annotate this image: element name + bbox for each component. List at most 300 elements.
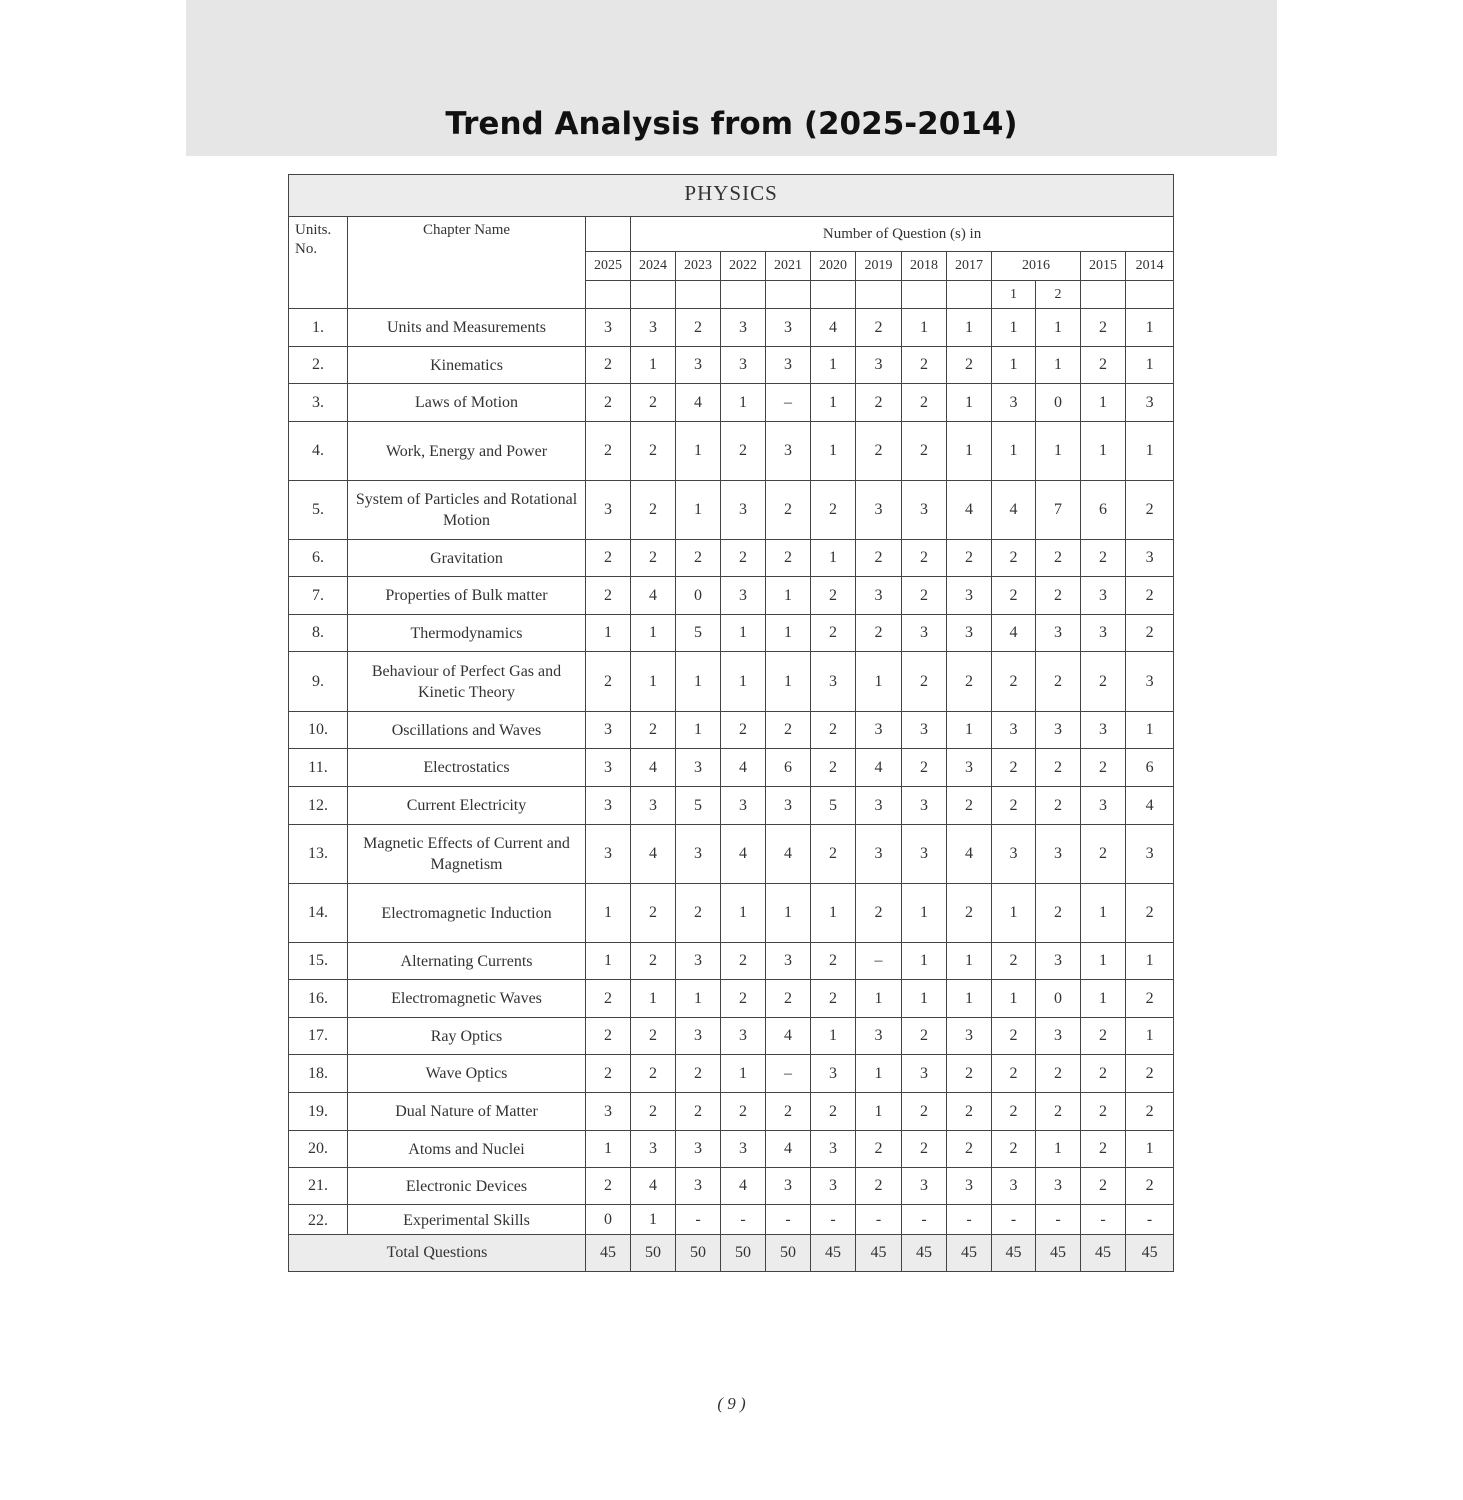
question-count: 1 [902, 980, 947, 1018]
question-count: 1 [721, 652, 766, 712]
unit-number: 8. [289, 615, 348, 652]
question-count: - [1081, 1205, 1126, 1235]
question-count: 2 [766, 712, 811, 749]
question-count: 1 [721, 384, 766, 422]
question-count: 3 [1081, 615, 1126, 652]
total-count: 45 [811, 1235, 856, 1272]
chapter-name: Experimental Skills [348, 1205, 586, 1235]
question-count: 2 [631, 481, 676, 540]
question-count: 1 [721, 1055, 766, 1093]
blank-header-cell [586, 281, 631, 309]
question-count: 2 [1036, 540, 1081, 577]
blank-header-cell [902, 281, 947, 309]
question-count: 2 [811, 943, 856, 980]
paper-2-header: 2 [1036, 281, 1081, 309]
total-count: 45 [1036, 1235, 1081, 1272]
question-count: 3 [1036, 712, 1081, 749]
question-count: 0 [676, 577, 721, 615]
blank-header-cell [676, 281, 721, 309]
question-count: 4 [856, 749, 902, 787]
blank-header-cell [811, 281, 856, 309]
table-row [289, 1168, 1174, 1205]
trend-table [288, 174, 1174, 1272]
question-count: 4 [631, 749, 676, 787]
year-header: 2021 [766, 252, 811, 281]
question-count: 3 [631, 787, 676, 825]
question-count: 2 [1036, 1093, 1081, 1131]
question-count: 3 [631, 309, 676, 347]
question-count: 1 [947, 943, 992, 980]
question-count: 3 [721, 309, 766, 347]
question-count: 1 [1036, 1131, 1081, 1168]
question-count: 3 [721, 1018, 766, 1055]
question-count: 0 [1036, 980, 1081, 1018]
chapter-name: System of Particles and Rotational Motion [348, 481, 586, 540]
question-count: 2 [676, 540, 721, 577]
question-count: 3 [856, 347, 902, 384]
chapter-name: Electromagnetic Induction [348, 884, 586, 943]
table-row [289, 943, 1174, 980]
question-count: 4 [1126, 787, 1174, 825]
chapter-name: Kinematics [348, 347, 586, 384]
question-count: 2 [1081, 1093, 1126, 1131]
question-count: 3 [856, 1018, 902, 1055]
question-count: 2 [902, 1093, 947, 1131]
unit-number: 5. [289, 481, 348, 540]
table-row [289, 422, 1174, 481]
question-count: 3 [676, 943, 721, 980]
chapter-name: Magnetic Effects of Current and Magnetism [348, 825, 586, 884]
question-count: 4 [992, 615, 1036, 652]
question-count: 3 [1126, 384, 1174, 422]
question-count: 3 [766, 1168, 811, 1205]
question-count: - [902, 1205, 947, 1235]
question-count: 2 [1081, 1131, 1126, 1168]
question-count: 0 [1036, 384, 1081, 422]
question-count: 3 [856, 825, 902, 884]
question-count: 2 [631, 540, 676, 577]
question-count: 3 [721, 481, 766, 540]
question-count: - [992, 1205, 1036, 1235]
question-count: 7 [1036, 481, 1081, 540]
question-count: 1 [947, 309, 992, 347]
unit-number: 2. [289, 347, 348, 384]
question-count: 5 [676, 787, 721, 825]
question-count: 3 [1036, 943, 1081, 980]
question-count: 1 [631, 347, 676, 384]
question-count: 2 [1126, 615, 1174, 652]
question-count: 2 [1081, 749, 1126, 787]
unit-number: 21. [289, 1168, 348, 1205]
title-banner [186, 0, 1277, 156]
question-count: 2 [1126, 884, 1174, 943]
question-count: 3 [856, 712, 902, 749]
question-count: 3 [1036, 1018, 1081, 1055]
question-count: 1 [947, 422, 992, 481]
total-count: 50 [676, 1235, 721, 1272]
question-count: 3 [947, 577, 992, 615]
question-count: 2 [1081, 347, 1126, 384]
question-count: 2 [811, 577, 856, 615]
question-count: 1 [1081, 884, 1126, 943]
paper-1-header: 1 [992, 281, 1036, 309]
question-count: 2 [992, 787, 1036, 825]
subject-heading: PHYSICS [289, 175, 1174, 217]
unit-number: 16. [289, 980, 348, 1018]
question-count: 3 [1126, 825, 1174, 884]
question-count: 3 [631, 1131, 676, 1168]
question-count: 1 [1081, 980, 1126, 1018]
total-count: 45 [992, 1235, 1036, 1272]
question-count: 2 [1081, 1018, 1126, 1055]
question-count: 2 [1036, 1055, 1081, 1093]
total-row [289, 1235, 1174, 1272]
question-count: 2 [856, 1131, 902, 1168]
question-count: 3 [902, 712, 947, 749]
question-count: 3 [586, 1093, 631, 1131]
page-number: ( 9 ) [717, 1394, 746, 1413]
question-count: 2 [856, 540, 902, 577]
question-count: 6 [1126, 749, 1174, 787]
question-count: 2 [586, 1018, 631, 1055]
question-count: 3 [992, 712, 1036, 749]
question-count: 1 [902, 309, 947, 347]
question-count: 2 [631, 422, 676, 481]
question-count: 3 [947, 1168, 992, 1205]
question-count: 3 [676, 1018, 721, 1055]
question-count: 3 [586, 825, 631, 884]
question-count: 2 [631, 943, 676, 980]
table-row [289, 577, 1174, 615]
table-row [289, 825, 1174, 884]
year-header: 2025 [586, 252, 631, 281]
question-count: 2 [631, 712, 676, 749]
question-count: 3 [902, 787, 947, 825]
total-count: 50 [766, 1235, 811, 1272]
question-count: 2 [1036, 652, 1081, 712]
total-count: 45 [1081, 1235, 1126, 1272]
question-count: 1 [992, 347, 1036, 384]
question-count: 3 [1081, 712, 1126, 749]
total-count: 45 [586, 1235, 631, 1272]
question-count: 1 [1126, 712, 1174, 749]
total-label: Total Questions [289, 1235, 586, 1272]
chapter-name: Current Electricity [348, 787, 586, 825]
question-count: 2 [766, 980, 811, 1018]
question-count: 3 [766, 422, 811, 481]
question-count: 2 [992, 1055, 1036, 1093]
question-count: 2 [1081, 1055, 1126, 1093]
question-count: 3 [947, 1018, 992, 1055]
chapter-name: Electronic Devices [348, 1168, 586, 1205]
question-count: 1 [902, 884, 947, 943]
question-count: 1 [676, 481, 721, 540]
question-count: 1 [811, 384, 856, 422]
question-count: 4 [721, 825, 766, 884]
question-count: 2 [1081, 825, 1126, 884]
question-count: 2 [1081, 540, 1126, 577]
question-count: 1 [811, 540, 856, 577]
chapter-name: Work, Energy and Power [348, 422, 586, 481]
question-count: 2 [1081, 652, 1126, 712]
question-count: 2 [1036, 884, 1081, 943]
chapter-name: Units and Measurements [348, 309, 586, 347]
question-count: 2 [992, 1018, 1036, 1055]
question-count: 1 [992, 422, 1036, 481]
question-count: 4 [992, 481, 1036, 540]
question-count: 6 [1081, 481, 1126, 540]
question-count: 2 [856, 884, 902, 943]
question-count: 1 [721, 615, 766, 652]
question-count: 2 [721, 712, 766, 749]
question-count: 3 [947, 615, 992, 652]
question-count: 3 [856, 577, 902, 615]
question-count: 1 [586, 884, 631, 943]
question-count: 1 [1126, 347, 1174, 384]
unit-number: 9. [289, 652, 348, 712]
question-count: 3 [947, 749, 992, 787]
unit-number: 13. [289, 825, 348, 884]
question-count: 3 [902, 481, 947, 540]
question-count: 4 [766, 1131, 811, 1168]
blank-header-cell [856, 281, 902, 309]
question-count: 2 [631, 1093, 676, 1131]
total-count: 45 [902, 1235, 947, 1272]
chapter-name: Electrostatics [348, 749, 586, 787]
total-count: 50 [721, 1235, 766, 1272]
question-count: 1 [992, 980, 1036, 1018]
units-no-header: Units. No. [289, 217, 348, 309]
question-count: 5 [811, 787, 856, 825]
question-count: 1 [992, 884, 1036, 943]
page-title: Trend Analysis from (2025-2014) [445, 106, 1018, 142]
question-count: 3 [902, 1055, 947, 1093]
chapter-name: Alternating Currents [348, 943, 586, 980]
question-count: 4 [766, 825, 811, 884]
blank-header-cell [1126, 281, 1174, 309]
question-count: 2 [947, 1093, 992, 1131]
question-count: 2 [947, 540, 992, 577]
table-row [289, 1093, 1174, 1131]
question-count: 2 [1081, 309, 1126, 347]
chapter-name: Behaviour of Perfect Gas and Kinetic Theory [348, 652, 586, 712]
question-count: 4 [811, 309, 856, 347]
question-count: 1 [1036, 422, 1081, 481]
chapter-name: Wave Optics [348, 1055, 586, 1093]
table-row [289, 712, 1174, 749]
question-count: 2 [856, 309, 902, 347]
question-count: 3 [856, 481, 902, 540]
question-count: 2 [1126, 577, 1174, 615]
blank-header-cell [766, 281, 811, 309]
question-count: 2 [721, 980, 766, 1018]
question-count: 4 [676, 384, 721, 422]
question-count: 1 [676, 422, 721, 481]
table-row [289, 615, 1174, 652]
question-count: 3 [676, 825, 721, 884]
question-count: 3 [721, 577, 766, 615]
table-row [289, 384, 1174, 422]
question-count: 2 [721, 943, 766, 980]
question-count: 2 [586, 422, 631, 481]
question-count: 1 [766, 577, 811, 615]
table-row [289, 652, 1174, 712]
question-count: 2 [631, 384, 676, 422]
question-count: 1 [676, 980, 721, 1018]
question-count: 2 [947, 652, 992, 712]
question-count: 2 [856, 384, 902, 422]
question-count: 3 [811, 1131, 856, 1168]
chapter-name: Dual Nature of Matter [348, 1093, 586, 1131]
question-count: 2 [721, 422, 766, 481]
table-row [289, 787, 1174, 825]
question-count: 2 [947, 787, 992, 825]
question-count: 2 [811, 615, 856, 652]
year-header: 2015 [1081, 252, 1126, 281]
question-count: - [676, 1205, 721, 1235]
chapter-name: Oscillations and Waves [348, 712, 586, 749]
question-count: 2 [631, 1055, 676, 1093]
question-count: – [856, 943, 902, 980]
question-count: 2 [992, 652, 1036, 712]
unit-number: 1. [289, 309, 348, 347]
question-count: 2 [586, 384, 631, 422]
question-count: 3 [586, 712, 631, 749]
question-count: 2 [902, 577, 947, 615]
question-count: - [947, 1205, 992, 1235]
question-count: 1 [586, 943, 631, 980]
question-count: 2 [1036, 749, 1081, 787]
blank-header-cell [721, 281, 766, 309]
question-count: 2 [902, 347, 947, 384]
question-count: 3 [721, 347, 766, 384]
question-count: 1 [676, 712, 721, 749]
question-count: 0 [586, 1205, 631, 1235]
question-count: 3 [902, 615, 947, 652]
question-count: 3 [811, 652, 856, 712]
question-count: 1 [902, 943, 947, 980]
question-count: 2 [947, 347, 992, 384]
question-count: 2 [856, 615, 902, 652]
question-count: 1 [766, 884, 811, 943]
question-count: 3 [1126, 540, 1174, 577]
question-count: 1 [766, 615, 811, 652]
question-count: 2 [676, 1055, 721, 1093]
question-count: 2 [947, 1055, 992, 1093]
question-count: 3 [992, 384, 1036, 422]
chapter-name: Ray Optics [348, 1018, 586, 1055]
unit-number: 3. [289, 384, 348, 422]
question-count: 1 [1126, 943, 1174, 980]
question-count: 4 [631, 1168, 676, 1205]
question-count: 2 [1126, 980, 1174, 1018]
question-count: 4 [947, 825, 992, 884]
question-count: 3 [811, 1055, 856, 1093]
question-count: 4 [631, 577, 676, 615]
question-count: 1 [1081, 943, 1126, 980]
question-count: - [1036, 1205, 1081, 1235]
year-header: 2020 [811, 252, 856, 281]
question-count: 4 [766, 1018, 811, 1055]
question-count: 2 [631, 884, 676, 943]
question-count: 1 [631, 615, 676, 652]
question-count: 2 [586, 652, 631, 712]
question-count: 2 [902, 1018, 947, 1055]
question-count: - [856, 1205, 902, 1235]
unit-number: 4. [289, 422, 348, 481]
question-count: – [766, 384, 811, 422]
question-count: 2 [1126, 481, 1174, 540]
table-row [289, 1131, 1174, 1168]
unit-number: 20. [289, 1131, 348, 1168]
question-count: 2 [902, 422, 947, 481]
unit-number: 7. [289, 577, 348, 615]
question-count: 2 [992, 1093, 1036, 1131]
question-count: 2 [1081, 1168, 1126, 1205]
question-count: 1 [856, 652, 902, 712]
question-count: 1 [856, 980, 902, 1018]
question-count: 2 [856, 1168, 902, 1205]
unit-number: 15. [289, 943, 348, 980]
question-count: 1 [947, 980, 992, 1018]
chapter-name: Thermodynamics [348, 615, 586, 652]
question-count: 3 [811, 1168, 856, 1205]
question-count: 3 [902, 1168, 947, 1205]
question-count: 3 [676, 1131, 721, 1168]
blank-header-cell [1081, 281, 1126, 309]
total-count: 45 [856, 1235, 902, 1272]
question-count: 6 [766, 749, 811, 787]
question-count: 2 [811, 825, 856, 884]
question-count: 3 [766, 347, 811, 384]
question-count: 1 [766, 652, 811, 712]
chapter-name: Properties of Bulk matter [348, 577, 586, 615]
question-count: 3 [992, 1168, 1036, 1205]
question-count: 2 [766, 481, 811, 540]
year-header: 2023 [676, 252, 721, 281]
question-count: 1 [856, 1055, 902, 1093]
question-count: 3 [1036, 825, 1081, 884]
chapter-name-header: Chapter Name [348, 217, 586, 309]
question-count: 1 [1036, 309, 1081, 347]
table-body [289, 309, 1174, 1235]
total-count: 50 [631, 1235, 676, 1272]
number-of-questions-header: Number of Question (s) in [631, 217, 1174, 252]
question-count: 2 [721, 540, 766, 577]
question-count: 2 [992, 943, 1036, 980]
unit-number: 11. [289, 749, 348, 787]
question-count: 3 [1126, 652, 1174, 712]
table-row [289, 540, 1174, 577]
unit-number: 18. [289, 1055, 348, 1093]
question-count: 2 [676, 309, 721, 347]
question-count: 2 [1126, 1055, 1174, 1093]
question-count: 2 [856, 422, 902, 481]
question-count: 3 [676, 347, 721, 384]
question-count: 2 [631, 1018, 676, 1055]
question-count: 3 [766, 309, 811, 347]
question-count: 2 [811, 712, 856, 749]
question-count: 3 [902, 825, 947, 884]
question-count: 2 [676, 884, 721, 943]
question-count: 1 [1126, 1131, 1174, 1168]
chapter-name: Laws of Motion [348, 384, 586, 422]
unit-number: 17. [289, 1018, 348, 1055]
question-count: 2 [586, 1055, 631, 1093]
question-count: 2 [811, 481, 856, 540]
question-count: 2 [902, 749, 947, 787]
question-count: 4 [721, 1168, 766, 1205]
